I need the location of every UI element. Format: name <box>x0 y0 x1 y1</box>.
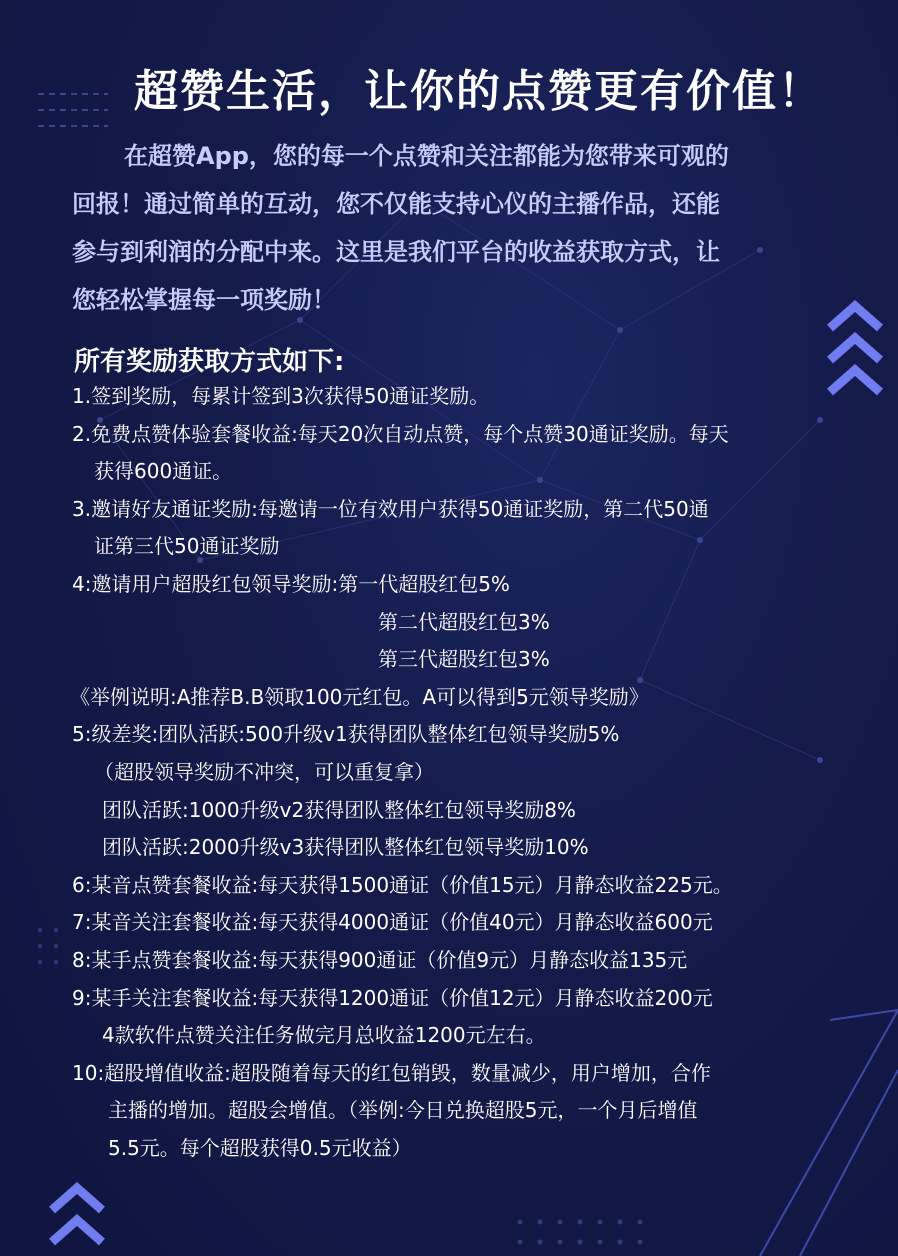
list-item: 第二代超股红包3% <box>378 609 550 634</box>
list-item: 4:邀请用户超股红包领导奖励:第一代超股红包5% <box>72 571 510 596</box>
page-title: 超赞生活，让你的点赞更有价值！ <box>134 66 824 117</box>
intro-paragraph <box>72 132 832 324</box>
list-item: 2.免费点赞体验套餐收益:每天20次自动点赞，每个点赞30通证奖励。每天 <box>72 421 729 446</box>
intro-line: 回报！通过简单的互动，您不仅能支持心仪的主播作品，还能 <box>72 190 720 218</box>
list-item: 第三代超股红包3% <box>378 647 550 672</box>
list-item: 3.邀请好友通证奖励:每邀请一位有效用户获得50通证奖励，第二代50通 <box>72 496 709 521</box>
list-item: 1.签到奖励，每累计签到3次获得50通证奖励。 <box>72 384 490 408</box>
intro-line: 在超赞App，您的每一个点赞和关注都能为您带来可观的 <box>124 142 729 170</box>
list-item: 8:某手点赞套餐收益:每天获得900通证（价值9元）月静态收益135元 <box>72 947 688 972</box>
reward-list <box>72 378 842 1167</box>
list-item: 9:某手关注套餐收益:每天获得1200通证（价值12元）月静态收益200元 <box>72 985 713 1010</box>
list-item: 4款软件点赞关注任务做完月总收益1200元左右。 <box>102 1023 546 1048</box>
list-item: 证第三代50通证奖励 <box>94 534 280 559</box>
chevron-up-icon <box>48 1180 106 1256</box>
list-item: 团队活跃:2000升级v3获得团队整体红包领导奖励10% <box>102 835 589 860</box>
list-item: 6:某音点赞套餐收益:每天获得1500通证（价值15元）月静态收益225元。 <box>72 872 733 897</box>
list-item: 团队活跃:1000升级v2获得团队整体红包领导奖励8% <box>102 797 576 822</box>
list-item: 5.5元。每个超股获得0.5元收益） <box>108 1135 412 1160</box>
list-item: 10:超股增值收益:超股随着每天的红包销毁，数量减少，用户增加，合作 <box>72 1060 711 1085</box>
list-item: 5:级差奖:团队活跃:500升级v1获得团队整体红包领导奖励5% <box>72 722 620 747</box>
example-note: 《举例说明:A推荐B.B领取100元红包。A可以得到5元领导奖励》 <box>70 684 649 709</box>
list-item: （超股领导奖励不冲突，可以重复拿） <box>94 759 434 784</box>
intro-line: 参与到利润的分配中来。这里是我们平台的收益获取方式，让 <box>72 238 720 266</box>
intro-line: 您轻松掌握每一项奖励！ <box>72 286 336 314</box>
list-item: 获得600通证。 <box>94 459 233 484</box>
section-heading: 所有奖励获取方式如下: <box>74 347 345 377</box>
list-item: 主播的增加。超股会增值。（举例:今日兑换超股5元，一个月后增值 <box>108 1098 698 1123</box>
list-item: 7:某音关注套餐收益:每天获得4000通证（价值40元）月静态收益600元 <box>72 910 713 935</box>
